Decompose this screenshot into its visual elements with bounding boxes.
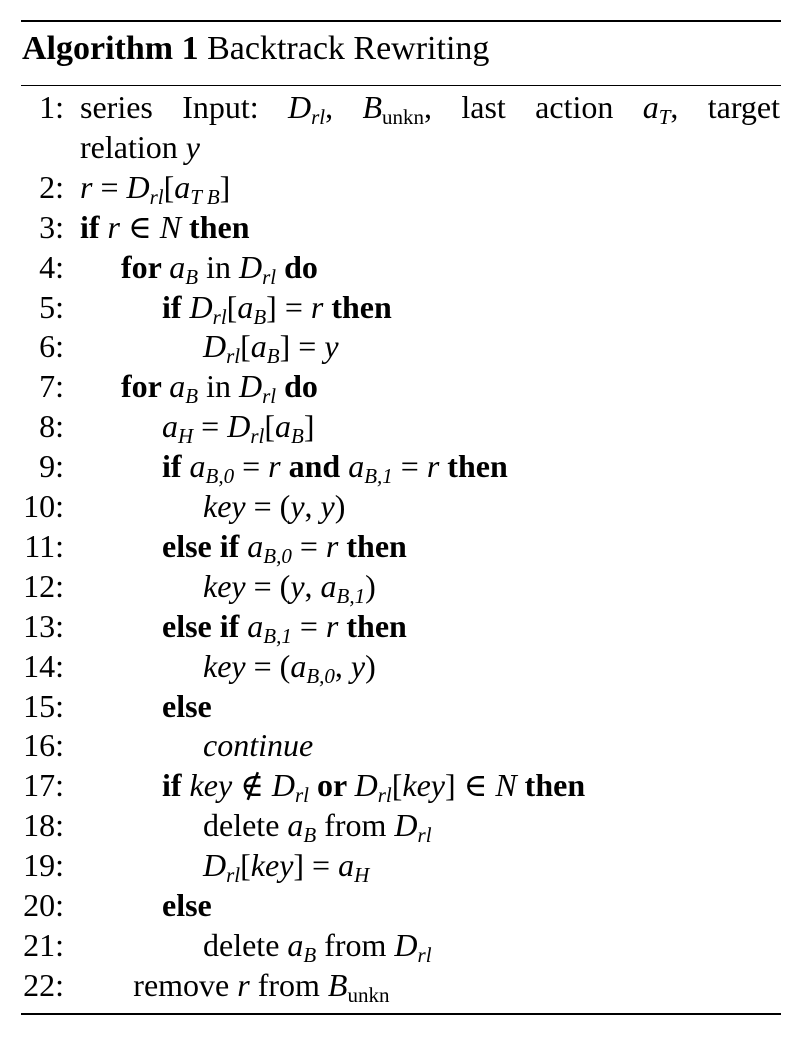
math-symbol: N (495, 767, 517, 804)
keyword: else (162, 687, 212, 724)
line-text (203, 646, 376, 686)
text: ] = (279, 328, 325, 365)
line-number: 17: (23, 767, 64, 804)
math-subscript: rl (417, 942, 432, 967)
algorithm-line (0, 326, 804, 369)
line-text (133, 965, 389, 1005)
line-number: 1: (39, 89, 64, 125)
keyword: then (338, 607, 407, 644)
line-number: 7: (39, 368, 64, 405)
text: ] (303, 408, 315, 445)
text: = (92, 168, 127, 205)
math-symbol: a (162, 408, 178, 445)
keyword: then (338, 527, 407, 564)
line-number: 18: (23, 807, 64, 844)
line-number: 8: (39, 408, 64, 445)
math-symbol: B (362, 89, 383, 125)
line-text (162, 287, 392, 327)
text: , last action (424, 89, 643, 125)
keyword: else if (162, 607, 248, 644)
math-symbol: r (107, 208, 120, 245)
math-subscript: B (253, 304, 267, 329)
math-symbol: a (250, 328, 267, 365)
text: ) (365, 647, 376, 684)
text: ] ∈ (444, 767, 496, 804)
math-symbol: D (203, 847, 227, 884)
algorithm-line (0, 207, 804, 247)
math-symbol: y (185, 128, 200, 165)
text: [ (163, 168, 175, 205)
text: ] = (266, 288, 311, 325)
math-symbol: r (268, 448, 281, 485)
math-symbol: y (290, 488, 305, 524)
text: , (325, 89, 363, 125)
line-text (203, 925, 432, 965)
math-subscript: rl (226, 863, 241, 888)
algorithm-line (0, 925, 804, 965)
line-number: 14: (23, 647, 64, 684)
math-subscript: T (658, 105, 671, 129)
math-symbol: a (237, 288, 254, 325)
line-text (121, 366, 318, 409)
line-text (203, 845, 370, 888)
math-subscript: B (185, 264, 199, 289)
text: [ (226, 288, 238, 325)
math-subscript: B (303, 823, 317, 848)
algorithm-line (0, 486, 804, 526)
text: = (193, 408, 228, 445)
math-symbol: a (348, 448, 365, 485)
text: = (234, 448, 269, 485)
algorithm-line (0, 526, 804, 566)
text: , (334, 647, 351, 684)
algorithm-line (0, 686, 804, 726)
line-text (162, 686, 212, 726)
line-text (80, 127, 200, 167)
line-text (80, 207, 249, 247)
algorithm-label: Algorithm 1 (22, 30, 199, 67)
line-text (162, 765, 586, 808)
text: in (198, 248, 239, 285)
top-rule (21, 20, 781, 22)
text: , (304, 567, 321, 604)
math-subscript: B,1 (364, 464, 393, 489)
keyword: if (162, 767, 190, 804)
text: remove (133, 966, 238, 1003)
line-text (203, 566, 376, 606)
math-symbol: y (324, 328, 339, 365)
keyword: then (439, 448, 508, 485)
algorithm-line (0, 406, 804, 449)
algorithm-line (0, 725, 804, 765)
math-symbol: key (250, 847, 294, 884)
math-subscript: B,1 (263, 623, 292, 648)
text: , (304, 488, 321, 524)
line-text (80, 87, 780, 127)
math-symbol: r (325, 607, 339, 644)
math-subscript: rl (311, 105, 326, 129)
text: , target (670, 89, 781, 125)
algorithm-line (0, 87, 804, 127)
math-subscript: B,1 (336, 583, 366, 608)
math-subscript: B,0 (263, 543, 292, 568)
math-symbol: continue (203, 727, 314, 764)
text: delete (203, 926, 288, 963)
line-number: 21: (23, 926, 64, 963)
math-symbol: a (169, 248, 186, 285)
algorithm-line (0, 885, 804, 925)
math-symbol: D (394, 807, 418, 844)
math-subscript: rl (262, 264, 277, 289)
math-symbol: D (203, 328, 227, 365)
keyword: then (323, 288, 392, 325)
line-text (162, 406, 315, 449)
text: ) (334, 488, 346, 524)
keyword: do (276, 248, 318, 285)
math-symbol: D (227, 408, 251, 445)
line-number: 3: (39, 208, 64, 245)
line-text (203, 725, 313, 765)
math-subscript: rl (377, 783, 392, 808)
math-symbol: a (247, 527, 264, 564)
text: from (316, 807, 395, 844)
math-symbol: r (80, 168, 93, 205)
keyword: do (276, 368, 318, 405)
text-subscript: unkn (347, 982, 390, 1007)
text: delete (203, 807, 288, 844)
math-symbol: r (426, 448, 440, 485)
math-subscript: rl (250, 424, 265, 449)
text: ] (219, 168, 231, 205)
math-symbol: D (126, 168, 150, 205)
text: [ (240, 328, 251, 365)
math-subscript: rl (294, 783, 309, 808)
math-symbol: N (159, 208, 182, 245)
math-subscript: B (303, 942, 317, 967)
math-symbol: a (189, 448, 206, 485)
math-subscript: T B (190, 184, 220, 209)
line-number: 5: (39, 288, 64, 325)
text: from (316, 926, 395, 963)
math-symbol: a (338, 847, 355, 884)
algorithm-name: Backtrack Rewriting (207, 30, 490, 67)
line-number: 22: (23, 966, 64, 1003)
text: ∉ (232, 767, 272, 804)
line-number: 19: (23, 847, 64, 884)
math-symbol: y (290, 567, 305, 604)
math-subscript: H (178, 424, 194, 449)
math-subscript: rl (262, 384, 277, 409)
math-subscript: B,0 (306, 663, 335, 688)
math-symbol: D (239, 248, 263, 285)
algorithm-line (0, 606, 804, 646)
algorithm-line (0, 287, 804, 327)
algorithm-line (0, 765, 804, 808)
keyword: then (181, 208, 250, 245)
keyword: if (162, 448, 190, 485)
text: = (392, 448, 427, 485)
algorithm-line (0, 566, 804, 606)
text: relation (80, 128, 186, 165)
algorithm-line (0, 127, 804, 167)
text: [ (391, 767, 403, 804)
math-symbol: D (288, 89, 312, 125)
keyword: or (308, 767, 355, 804)
line-text (162, 446, 508, 489)
math-subscript: rl (212, 304, 227, 329)
line-number: 16: (23, 727, 64, 764)
line-text (203, 805, 432, 848)
math-subscript: B (185, 384, 199, 409)
math-symbol: a (642, 89, 659, 125)
text: = ( (245, 567, 291, 604)
math-symbol: a (287, 807, 304, 844)
algorithm-line (0, 965, 804, 1005)
text: ) (365, 567, 376, 604)
text: = ( (245, 647, 291, 684)
algorithm-line (0, 167, 804, 207)
line-number: 6: (39, 328, 64, 365)
line-number: 12: (23, 567, 64, 604)
math-symbol: key (203, 567, 246, 604)
math-symbol: a (247, 607, 264, 644)
math-symbol: D (239, 368, 263, 405)
math-symbol: y (320, 488, 335, 524)
keyword: else if (162, 527, 248, 564)
math-symbol: B (327, 966, 348, 1003)
text: from (249, 966, 328, 1003)
line-number: 9: (39, 448, 64, 485)
math-symbol: a (174, 168, 191, 205)
math-subscript: B,0 (205, 464, 235, 489)
math-subscript: H (354, 863, 370, 888)
math-symbol: D (189, 288, 213, 325)
text-subscript: unkn (382, 105, 425, 129)
text: ] = (293, 847, 339, 884)
math-symbol: key (402, 767, 445, 804)
line-number: 2: (39, 168, 64, 205)
math-symbol: y (350, 647, 366, 684)
math-symbol: key (189, 767, 233, 804)
math-subscript: rl (149, 184, 164, 209)
line-text (162, 606, 407, 646)
line-number: 13: (23, 607, 64, 644)
math-symbol: r (310, 288, 324, 325)
text: [ (264, 408, 275, 445)
algorithm-title (22, 26, 489, 72)
line-number: 20: (23, 887, 64, 923)
text: series Input: (80, 89, 288, 125)
algorithm-line (0, 646, 804, 686)
math-symbol: r (325, 527, 339, 564)
line-number: 10: (23, 488, 64, 524)
math-symbol: a (287, 926, 304, 963)
line-text (80, 167, 230, 207)
line-text (162, 885, 212, 925)
algorithm-line (0, 446, 804, 489)
line-text (162, 526, 407, 566)
math-symbol: key (203, 488, 246, 524)
text: = (291, 607, 326, 644)
math-symbol: r (237, 966, 250, 1003)
text: = (291, 527, 326, 564)
math-symbol: D (394, 926, 418, 963)
math-subscript: B (291, 424, 304, 449)
keyword: for (121, 368, 170, 405)
line-number: 11: (24, 527, 64, 564)
algorithm-line (0, 845, 804, 888)
algorithm-line (0, 805, 804, 848)
line-text (121, 247, 318, 287)
math-subscript: B (266, 344, 280, 369)
math-symbol: D (354, 767, 378, 804)
keyword: else (162, 887, 212, 923)
math-symbol: key (203, 647, 246, 684)
keyword: if (162, 288, 190, 325)
line-text (203, 486, 345, 526)
math-subscript: rl (226, 344, 241, 369)
math-symbol: a (169, 368, 186, 405)
math-subscript: rl (417, 823, 432, 848)
text: [ (240, 847, 251, 884)
bottom-rule (21, 1013, 781, 1015)
math-symbol: a (275, 408, 291, 445)
text: = ( (245, 488, 291, 524)
text: ∈ (120, 208, 160, 245)
keyword: then (516, 767, 586, 804)
math-symbol: a (290, 647, 307, 684)
algorithm-line (0, 366, 804, 409)
line-number: 15: (23, 687, 64, 724)
math-symbol: D (271, 767, 295, 804)
algorithm-line (0, 247, 804, 287)
text: in (198, 368, 239, 405)
keyword: if (80, 208, 108, 245)
line-text (203, 326, 339, 369)
title-rule (21, 85, 781, 86)
line-number: 4: (39, 248, 64, 285)
math-symbol: a (320, 567, 337, 604)
keyword: and (280, 448, 349, 485)
keyword: for (121, 248, 170, 285)
